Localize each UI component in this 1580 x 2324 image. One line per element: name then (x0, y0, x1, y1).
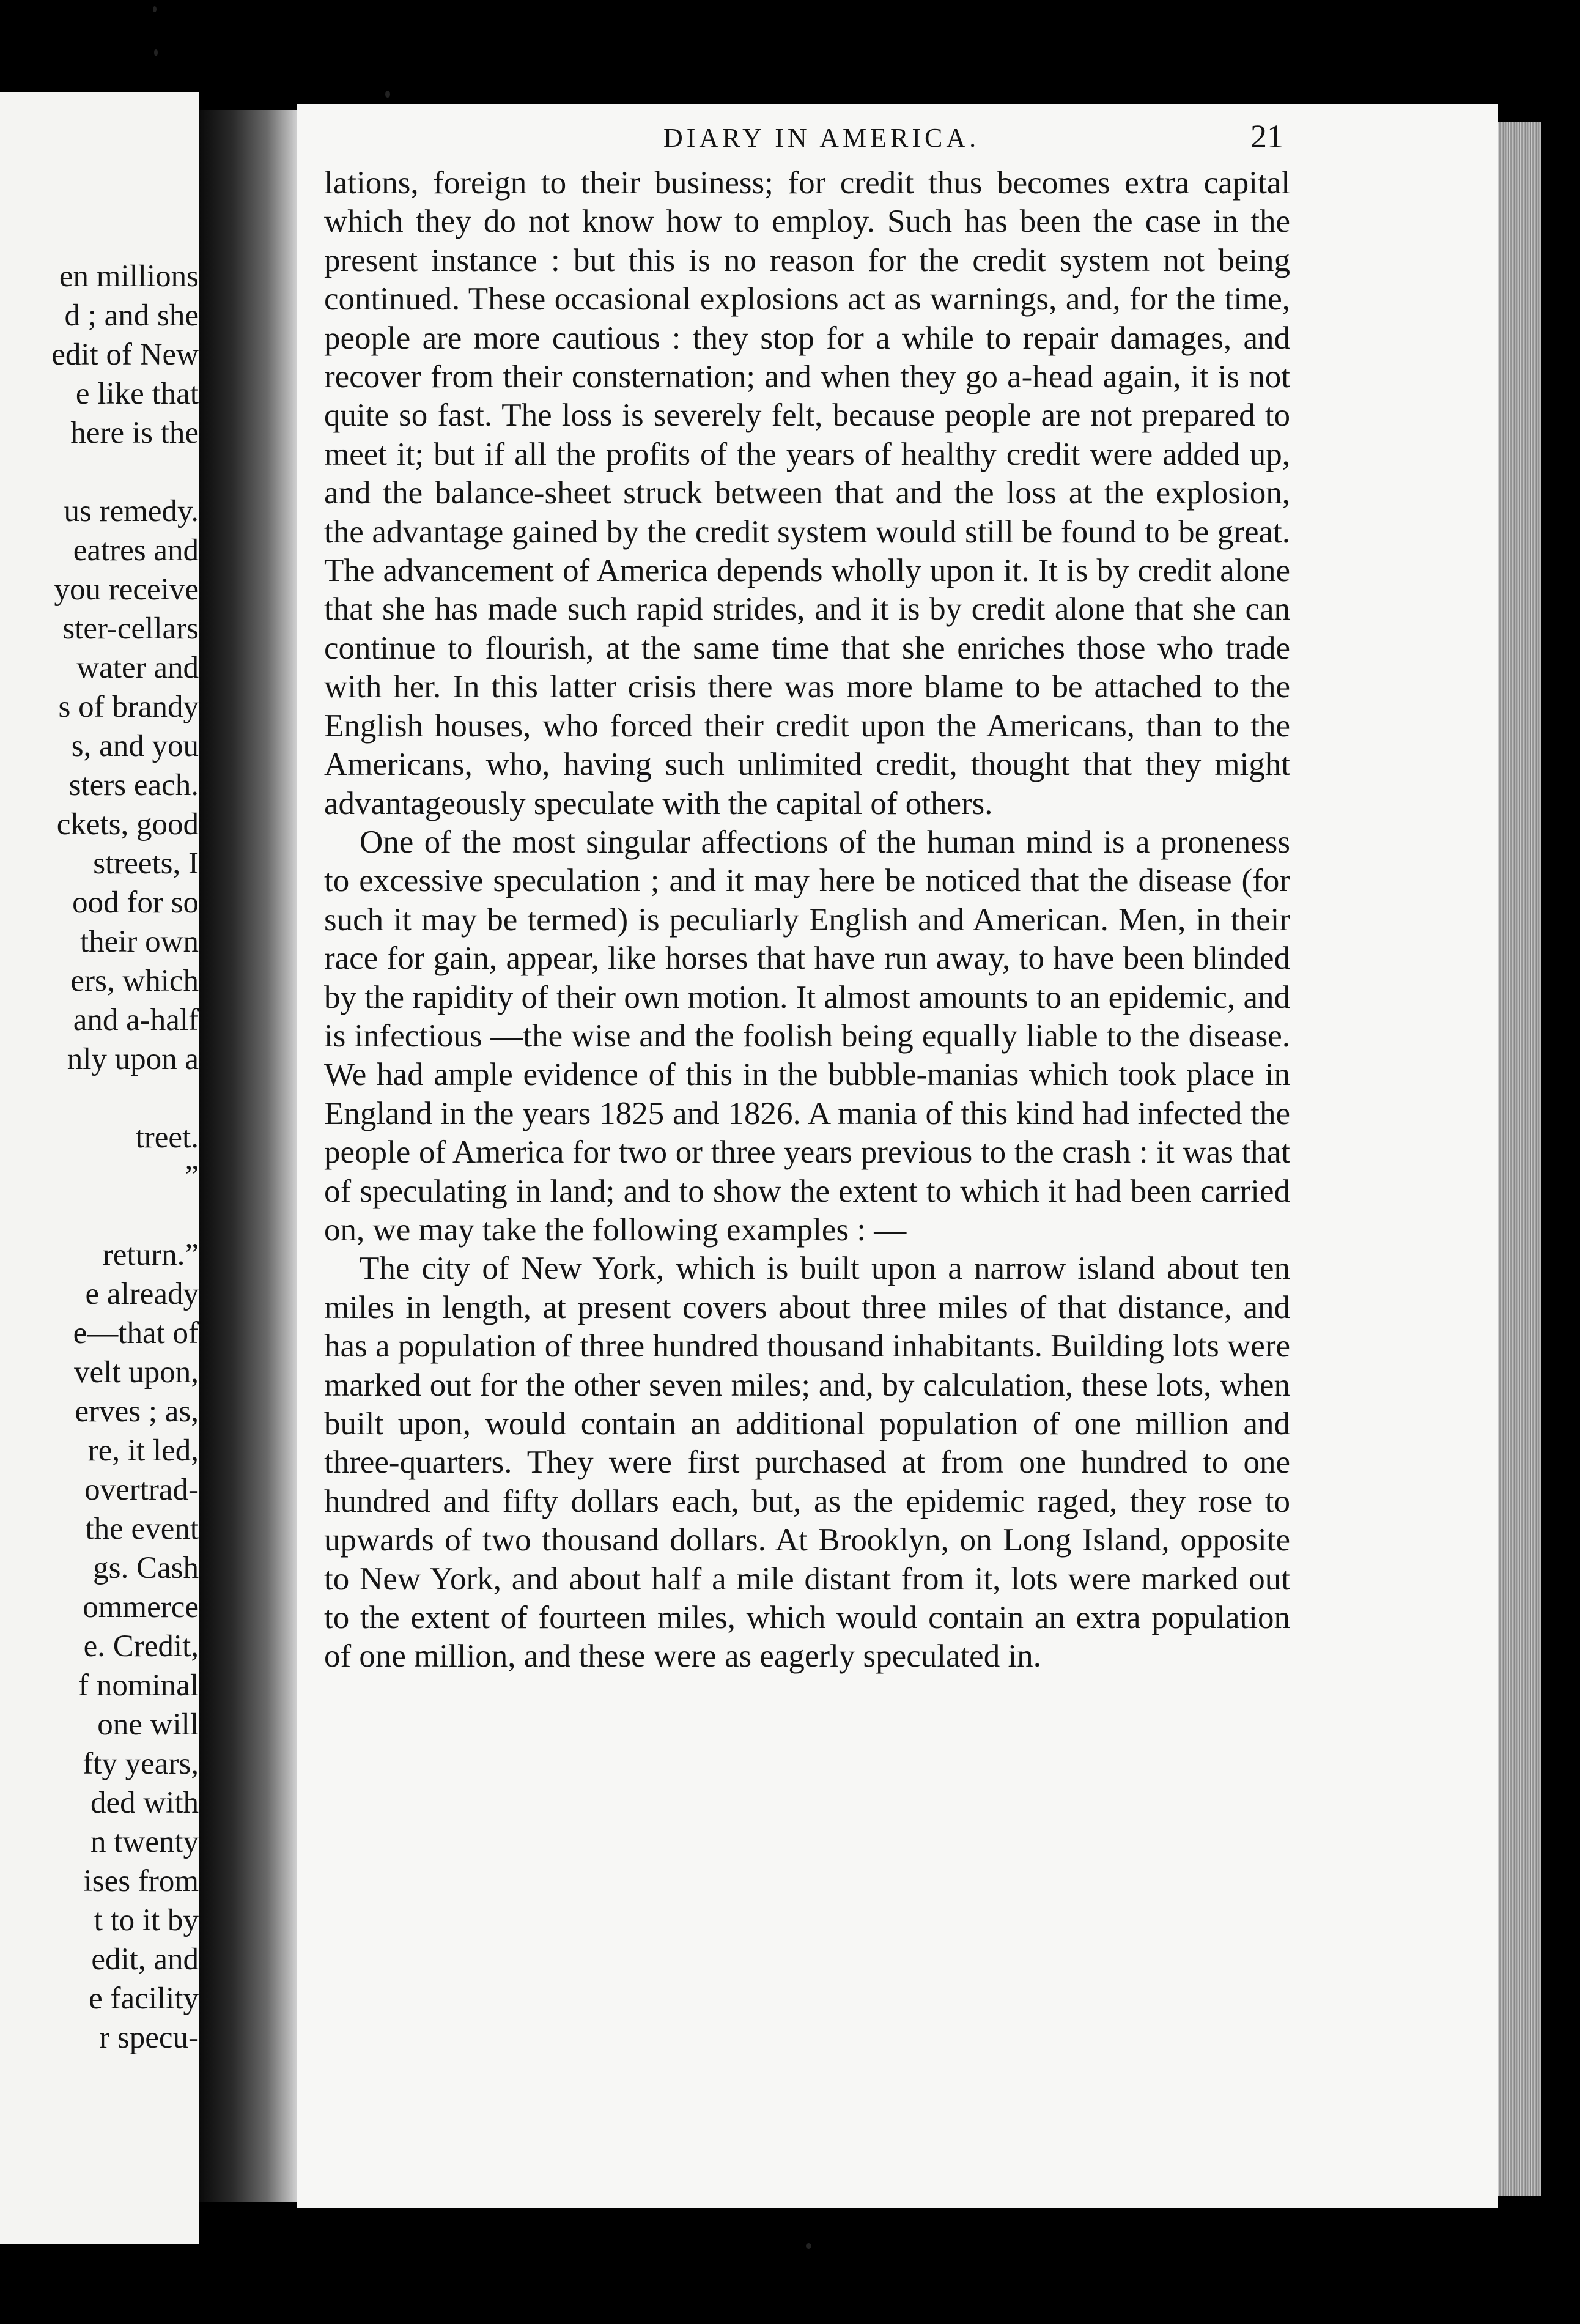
left-fragment: us remedy. (64, 494, 199, 528)
left-fragment: edit of New (51, 338, 199, 372)
left-fragment: fty years, (83, 1747, 199, 1781)
left-fragment: ood for so (72, 886, 199, 920)
scan-speck (806, 2243, 811, 2249)
left-fragment: treet. (135, 1120, 199, 1155)
left-fragment: sters each. (68, 768, 199, 802)
left-page (0, 92, 199, 2244)
left-fragment: s of brandy (58, 690, 199, 724)
left-fragment: f nominal (78, 1668, 199, 1703)
left-fragment: erves ; as, (75, 1394, 199, 1429)
left-fragment: ster-cellars (62, 612, 199, 646)
left-fragment: here is the (70, 416, 199, 450)
left-fragment: gs. Cash (93, 1551, 199, 1585)
left-fragment: ers, which (70, 964, 199, 998)
page-body (324, 164, 1290, 1676)
scan-speck (153, 6, 157, 12)
left-fragment: nly upon a (67, 1042, 199, 1076)
page-edge (1498, 122, 1541, 2196)
left-fragment: t to it by (94, 1903, 199, 1937)
left-fragment: the event (85, 1512, 199, 1546)
left-fragment: one will (97, 1708, 199, 1742)
scan-speck (385, 91, 390, 98)
left-fragment (51, 453, 199, 492)
left-fragment: ckets, good (56, 807, 199, 842)
left-fragment: re, it led, (87, 1434, 199, 1468)
left-fragment: ded with (90, 1786, 199, 1820)
left-fragment: and a-half (73, 1003, 199, 1037)
left-page-text (51, 257, 199, 2057)
left-fragment: ommerce (83, 1590, 199, 1624)
running-head-title: DIARY IN AMERICA. (663, 123, 980, 153)
running-head (0, 118, 1284, 159)
left-fragment: s, and you (71, 729, 199, 763)
left-fragment: en millions (59, 259, 199, 294)
page-number: 21 (1250, 118, 1283, 155)
left-fragment: return.” (102, 1238, 199, 1272)
left-fragment: eatres and (73, 533, 199, 568)
left-fragment: streets, I (93, 846, 199, 881)
left-fragment: overtrad- (84, 1473, 199, 1507)
scan-speck (154, 49, 158, 56)
left-fragment: n twenty (90, 1825, 199, 1859)
left-fragment: e. Credit, (83, 1629, 199, 1663)
left-fragment: e like that (75, 377, 199, 411)
left-fragment: ” (185, 1160, 199, 1194)
left-fragment (51, 1196, 199, 1235)
left-fragment: e—that of (73, 1316, 199, 1350)
book-gutter (199, 110, 297, 2202)
left-fragment: e facility (89, 1982, 199, 2016)
left-fragment: their own (79, 925, 199, 959)
left-fragment: water and (76, 651, 199, 685)
paragraph: One of the most singular affections of the human mind is a proneness to excessive speculation ; and it may here be noticed that the disease (for such it may be termed) is peculiarly English and American. Men, in their race for gain, appear, like horses that have run away, to have been blinded by the rapidity of their own motion. It almost amounts to an epidemic, and is infectious —the wise and the foolish being equally liable to the disease. We had ample evidence of this in the bubble-manias which took place in England in the years 1825 and 1826. A mania of this kind had infected the people of America for two or three years previous to the crash : it was that of speculating in land; and to show the extent to which it had been carried on, we may take the following examples : — (324, 824, 1290, 1248)
paragraph: lations, foreign to their business; for credit thus becomes extra capital which they do not know how to employ. Such has been the case in the present instance : but this is no reason for the credit system not being continued. These occasional explosions act as warnings, and, for the time, people are more cautious : they stop for a while to repair damages, and recover from their consternation; and when they go a-head again, it is not quite so fast. The loss is severely felt, because people are not prepared to meet it; but if all the profits of the years of healthy credit were added up, and the balance-sheet struck between that and the loss at the explosion, the advantage gained by the credit system would still be found to be great. The advancement of America depends wholly upon it. It is by credit alone that she has made such rapid strides, and it is by credit alone that she can continue to flourish, at the same time that she enriches those who trade with her. In this latter crisis there was more blame to be attached to the English houses, who forced their credit upon the Americans, than to the Americans, who, having such unlimited credit, thought that they might advantageously speculate with the capital of others. (324, 165, 1290, 821)
left-fragment: d ; and she (64, 298, 199, 333)
left-fragment: r specu- (99, 2021, 199, 2055)
left-fragment: edit, and (91, 1942, 199, 1977)
left-fragment: e already (85, 1277, 199, 1311)
left-fragment: ises from (83, 1864, 199, 1898)
left-fragment: you receive (54, 572, 199, 607)
left-fragment (51, 1079, 199, 1118)
left-fragment: velt upon, (74, 1355, 199, 1390)
paragraph: The city of New York, which is built upon a narrow island about ten miles in length, at present covers about three miles of that distance, and has a population of three hundred thousand inhabitants. Building lots were marked out for the other seven miles; and, by calculation, these lots, when built upon, would contain an additional population of one million and three-quarters. They were first purchased at from one hundred to one hundred and fifty dollars each, but, as the epidemic raged, they rose to upwards of two thousand dollars. At Brooklyn, on Long Island, opposite to New York, and about half a mile distant from it, lots were marked out to the extent of fourteen miles, which would contain an extra population of one million, and these were as eagerly speculated in. (324, 1251, 1290, 1675)
